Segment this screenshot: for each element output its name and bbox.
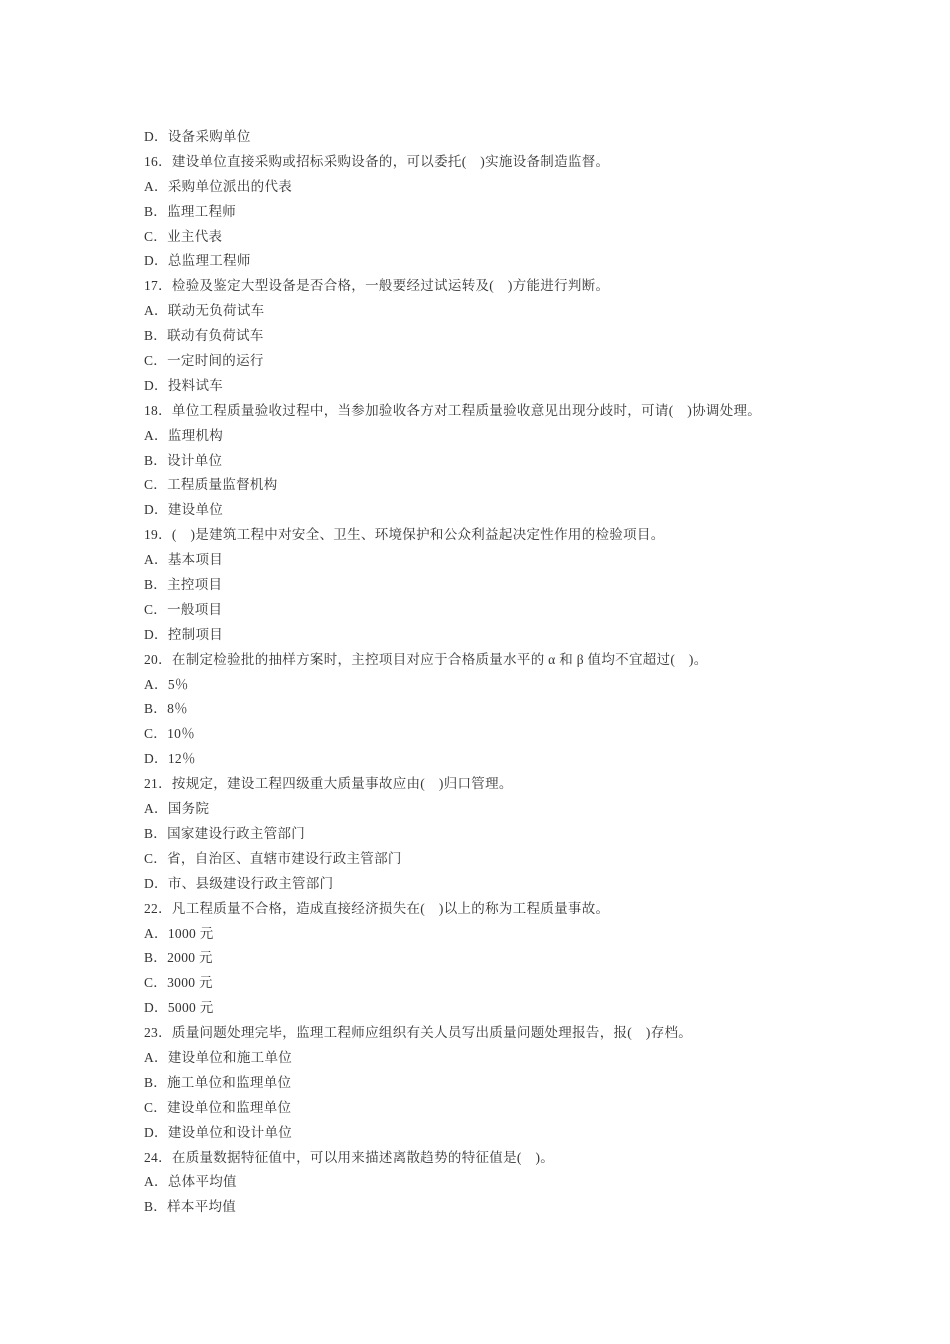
option-line: A．基本项目 bbox=[144, 552, 224, 568]
option-line: D．建设单位 bbox=[144, 502, 224, 518]
question-line: 21．按规定，建设工程四级重大质量事故应由( )归口管理。 bbox=[144, 776, 513, 792]
option-line: C．10％ bbox=[144, 726, 196, 742]
option-line: D．设备采购单位 bbox=[144, 129, 251, 144]
option-line: C．省，自治区、直辖市建设行政主管部门 bbox=[144, 850, 402, 866]
option-line: D．投料试车 bbox=[144, 377, 224, 393]
question-line: 20．在制定检验批的抽样方案时，主控项目对应于合格质量水平的 α 和 β 值均不宜超过( )。 bbox=[144, 651, 708, 667]
option-line: C．一般项目 bbox=[144, 601, 223, 617]
option-line: B．样本平均值 bbox=[144, 1199, 237, 1215]
option-line: D．5000 元 bbox=[144, 1000, 214, 1016]
option-line: D．市、县级建设行政主管部门 bbox=[144, 875, 334, 891]
option-line: A．采购单位派出的代表 bbox=[144, 178, 293, 194]
question-line: 17．检验及鉴定大型设备是否合格，一般要经过试运转及( )方能进行判断。 bbox=[144, 278, 610, 294]
option-line: B．8％ bbox=[144, 701, 188, 717]
option-line: B．2000 元 bbox=[144, 950, 213, 966]
question-line: 18．单位工程质量验收过程中，当参加验收各方对工程质量验收意见出现分歧时，可请( )协调处理。 bbox=[144, 402, 762, 418]
option-line: C．一定时间的运行 bbox=[144, 353, 264, 369]
question-line: 24．在质量数据特征值中，可以用来描述离散趋势的特征值是( )。 bbox=[144, 1149, 555, 1165]
option-line: A．联动无负荷试车 bbox=[144, 303, 265, 319]
option-line: A．国务院 bbox=[144, 801, 210, 817]
option-line: B．设计单位 bbox=[144, 452, 223, 468]
option-line: D．建设单位和设计单位 bbox=[144, 1124, 293, 1140]
question-list bbox=[144, 125, 844, 1220]
option-line: A．建设单位和施工单位 bbox=[144, 1049, 293, 1065]
option-line: D．控制项目 bbox=[144, 626, 224, 642]
option-line: B．施工单位和监理单位 bbox=[144, 1074, 292, 1090]
option-line: C．3000 元 bbox=[144, 975, 213, 991]
option-line: B．联动有负荷试车 bbox=[144, 328, 264, 344]
option-line: A．5％ bbox=[144, 676, 189, 692]
option-line: B．国家建设行政主管部门 bbox=[144, 825, 306, 841]
option-line: B．监理工程师 bbox=[144, 203, 237, 219]
option-line: D．总监理工程师 bbox=[144, 253, 251, 269]
question-line: 22．凡工程质量不合格，造成直接经济损失在( )以上的称为工程质量事故。 bbox=[144, 900, 610, 916]
option-line: A．总体平均值 bbox=[144, 1174, 237, 1190]
option-line: C．工程质量监督机构 bbox=[144, 477, 278, 493]
option-line: A．监理机构 bbox=[144, 427, 224, 443]
option-line: B．主控项目 bbox=[144, 577, 223, 593]
question-line: 23．质量问题处理完毕，监理工程师应组织有关人员写出质量问题处理报告，报( )存档。 bbox=[144, 1025, 693, 1041]
question-line: 16．建设单位直接采购或招标采购设备的，可以委托( )实施设备制造监督。 bbox=[144, 153, 610, 169]
option-line: D．12％ bbox=[144, 751, 196, 767]
question-line: 19．( )是建筑工程中对安全、卫生、环境保护和公众利益起决定性作用的检验项目。 bbox=[144, 527, 665, 543]
option-line: C．建设单位和监理单位 bbox=[144, 1099, 292, 1115]
option-line: A．1000 元 bbox=[144, 925, 214, 941]
option-line: C．业主代表 bbox=[144, 228, 223, 244]
